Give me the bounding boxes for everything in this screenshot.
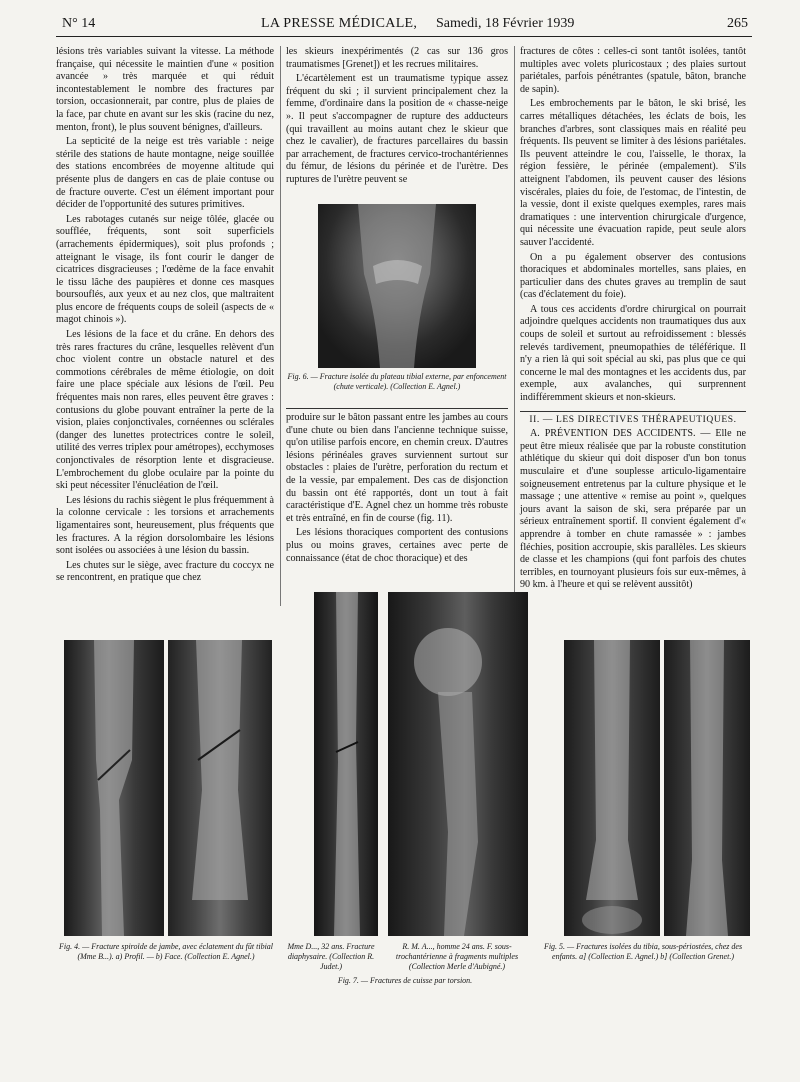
divider xyxy=(286,408,508,409)
figure-5b-xray-image xyxy=(664,640,750,936)
column-2-top xyxy=(286,46,508,189)
paragraph: Les embrochements par le bâton, le ski brisé, les carres métalliques détachées, les éclats de bois, les branches d'arbres, sont classiques mais en réalité peu fréquents. Ils peuvent se limiter à des lésions pariétales. Ils peuvent atteindre le cou, l'aisselle, le thorax, la région fessière, le périnée (empalement). S'ils atteignent l'abdomen, ils peuvent causer des lésions viscérales, plaies du foie, de l'estomac, de l'intestin, de la vessie, dont il existe quelques exemples, rares mais dramatiques : une intervention chirurgicale d'urgence, qui nécessite une évacuation rapide, peut seule alors sauver l'accidenté. xyxy=(520,98,746,248)
paragraph: fractures de côtes : celles-ci sont tantôt isolées, tantôt multiples avec volets pluricostaux ; des plaies surtout pariétales, parfois pénétrantes (spatule, bâton, branche de sapin). xyxy=(520,46,746,95)
figure-7a-caption: Mme D..., 32 ans. Fracture diaphysaire. (Collection R. Judet.) xyxy=(287,942,375,971)
figure-5-caption: Fig. 5. — Fractures isolées du tibia, sous-périostées, chez des enfants. a] (Collection E. Agnel.) b] (Collection Grenet.) xyxy=(543,942,743,961)
figure-7-caption: Fig. 7. — Fractures de cuisse par torsion. xyxy=(337,976,473,985)
paragraph: On a pu également observer des contusions thoraciques et abdominales mortelles, sans plaies, en particulier dans des chutes graves au tremplin de saut (cas d'éclatement du foie). xyxy=(520,251,746,301)
paragraph: lésions très variables suivant la vitesse. La méthode française, qui nécessite le maintien d'une « position avancée » très marquée et qui réduit incontestablement le nombre des fractures par torsion, occasionnerait, par contre, plus de plaies de la face, par chute en avant sur les skis (racine du nez, menton, front), le plus souvent bénignes, d'ailleurs. xyxy=(56,46,274,133)
figure-6-caption: Fig. 6. — Fracture isolée du plateau tibial externe, par enfoncement (chute verticale). (Collection E. Agnel.) xyxy=(287,372,507,391)
column-1 xyxy=(56,46,274,587)
paragraph: Les lésions de la face et du crâne. En dehors des très rares fractures du crâne, lesquelles relèvent d'un choc violent contre un obstacle naturel et des commotions cérébrales de même étiologie, on doit faire une place spéciale aux lésions de l'œil. Peu fréquentes mais non rares, elles peuvent être graves : contusions du globe pouvant entraîner la perte de la vision, plaies conjonctivales, cornéennes ou sclérales (danger des lunettes protectrices contre le soleil, utilité des verres triplex pour amétropes), ecchymoses conjonctivales de résorption lente et disgracieuse. L'embrochement du globe oculaire par la pointe du ski peut nécessiter l'énucléation de l'œil. xyxy=(56,329,274,492)
paragraph: Les chutes sur le siège, avec fracture du coccyx ne se rencontrent, en pratique que chez xyxy=(56,559,274,584)
paragraph: A. PRÉVENTION DES ACCIDENTS. — Elle ne peut être mieux réalisée que par la robuste constitution athlétique du skieur qui doit disposer d'un bon tonus musculaire et d'une souplesse articulo-ligamentaire soigneusement entretenus par la culture physique et le massage ; une attentive « remise au point », quelques jours avant la saison de ski, sera préparée par un sérieux entraînement sportif. Il convient également d'« apprendre à tomber en chute ramassée » : jambes fléchies, position accroupie, skis parallèles. Les skieurs de classe et les champions (qui font parfois des chutes terribles, en tournoyant plusieurs fois sur eux-mêmes, à 90 km. à l'heure et qui se relèvent aussitôt) xyxy=(520,428,746,591)
paragraph: les skieurs inexpérimentés (2 cas sur 136 gros traumatismes [Grenet]) et les recrues militaires. xyxy=(286,46,508,70)
paragraph: Les lésions thoraciques comportent des contusions plus ou moins graves, certaines avec perte de connaissance (état de choc thoracique) et des xyxy=(286,527,508,564)
figure-5a-xray-image xyxy=(564,640,660,936)
issue-date: Samedi, 18 Février 1939 xyxy=(436,16,575,31)
paragraph: L'écartèlement est un traumatisme typique assez fréquent du ski ; il survient principalement chez la femme, d'ordinaire dans la position de « chasse-neige ». Il peut s'accompagner de rupture des adducteurs (qui travaillent au moins autant chez le skieur que chez le cavalier), de fractures parcellaires du bassin par arrachement, de fractures cervico-trochantériennes du fémur, de lésions du périnée et de l'urètre. Des ruptures de l'urètre peuvent se xyxy=(286,73,508,185)
figure-4b-xray-image xyxy=(168,640,272,936)
column-rule xyxy=(280,46,281,606)
section-title: II. — LES DIRECTIVES THÉRAPEUTIQUES. xyxy=(529,414,737,425)
issue-number: N° 14 xyxy=(62,16,96,31)
knee-xray-graphic xyxy=(318,204,476,368)
figure-6-xray-image xyxy=(318,204,476,368)
paragraph: Les lésions du rachis siègent le plus fréquemment à la colonne cervicale : les torsions et arrachements ligamentaires sont, heureusement, plus fréquents que les fractures. A la région dorsolombaire les lésions sont isolées ou associées à une lésion du bassin. xyxy=(56,494,274,557)
divider xyxy=(520,411,746,412)
column-2-bottom xyxy=(286,412,508,567)
journal-title: LA PRESSE MÉDICALE, xyxy=(261,16,418,31)
page-number: 265 xyxy=(727,16,748,31)
figure-7b-caption: R. M. A..., homme 24 ans. F. sous-trochantérienne à fragments multiples (Collection Merle d'Aubigné.) xyxy=(395,942,519,971)
figure-4-caption: Fig. 4. — Fracture spiroïde de jambe, avec éclatement du fût tibial (Mme B...). a) Profil. — b) Face. (Collection E. Agnel.) xyxy=(58,942,274,961)
page-header xyxy=(56,14,752,37)
column-3 xyxy=(520,46,746,594)
paragraph: A tous ces accidents d'ordre chirurgical on pourrait adjoindre quelques accidents non traumatiques dus aux coups de soleil et surtout au refroidissement : blessés relevés tardivement, pneumopathies de téléférique. Il n'y a rien là qui soit spécial au ski, pas plus que ce qui concerne le mal des montagnes et les accidents dus, par exemple, aux avalanches, qui surprennent indifféremment skieurs et non-skieurs. xyxy=(520,303,746,404)
paragraph: produire sur le bâton passant entre les jambes au cours d'une chute ou bien dans l'ancienne technique suisse, qu'on utilise parfois encore, en chemin creux. D'autres lésions périnéales graves surviennent surtout sur obstacles : plaies de l'urètre, perforation du rectum et de la vessie, par empalement. Des cas de disjonction du bassin ont été rapportés, dont un tout à fait caractéristique d'E. Agnel chez un homme très robuste et très entraîné, en fin de course (fig. 11). xyxy=(286,412,508,524)
column-rule xyxy=(514,46,515,606)
paragraph: La septicité de la neige est très variable : neige stérile des stations de haute montagne, neige souillée des stations encombrées de moyenne altitude qui présente plus de dangers en cas de plaie contuse ou de fracture ouverte. C'est un élément important pour décider de l'opportunité des sutures primitives. xyxy=(56,136,274,211)
figure-4a-xray-image xyxy=(64,640,164,936)
figure-7b-xray-image xyxy=(388,592,528,936)
figure-7a-xray-image xyxy=(314,592,378,936)
paragraph: Les rabotages cutanés sur neige tôlée, glacée ou soufflée, fréquents, sont soit superficiels (arrachements épidermiques), soit plus profonds ; atteignant le visage, ils font courir le danger de cicatrices disgracieuses ; l'œdème de la face envahit le tissu lâche des paupières et donne ces masques boursouflés, aux yeux et au nez clos, que maltraitent plus encore de fréquents coups de soleil (aspects de « magot chinois »). xyxy=(56,213,274,326)
